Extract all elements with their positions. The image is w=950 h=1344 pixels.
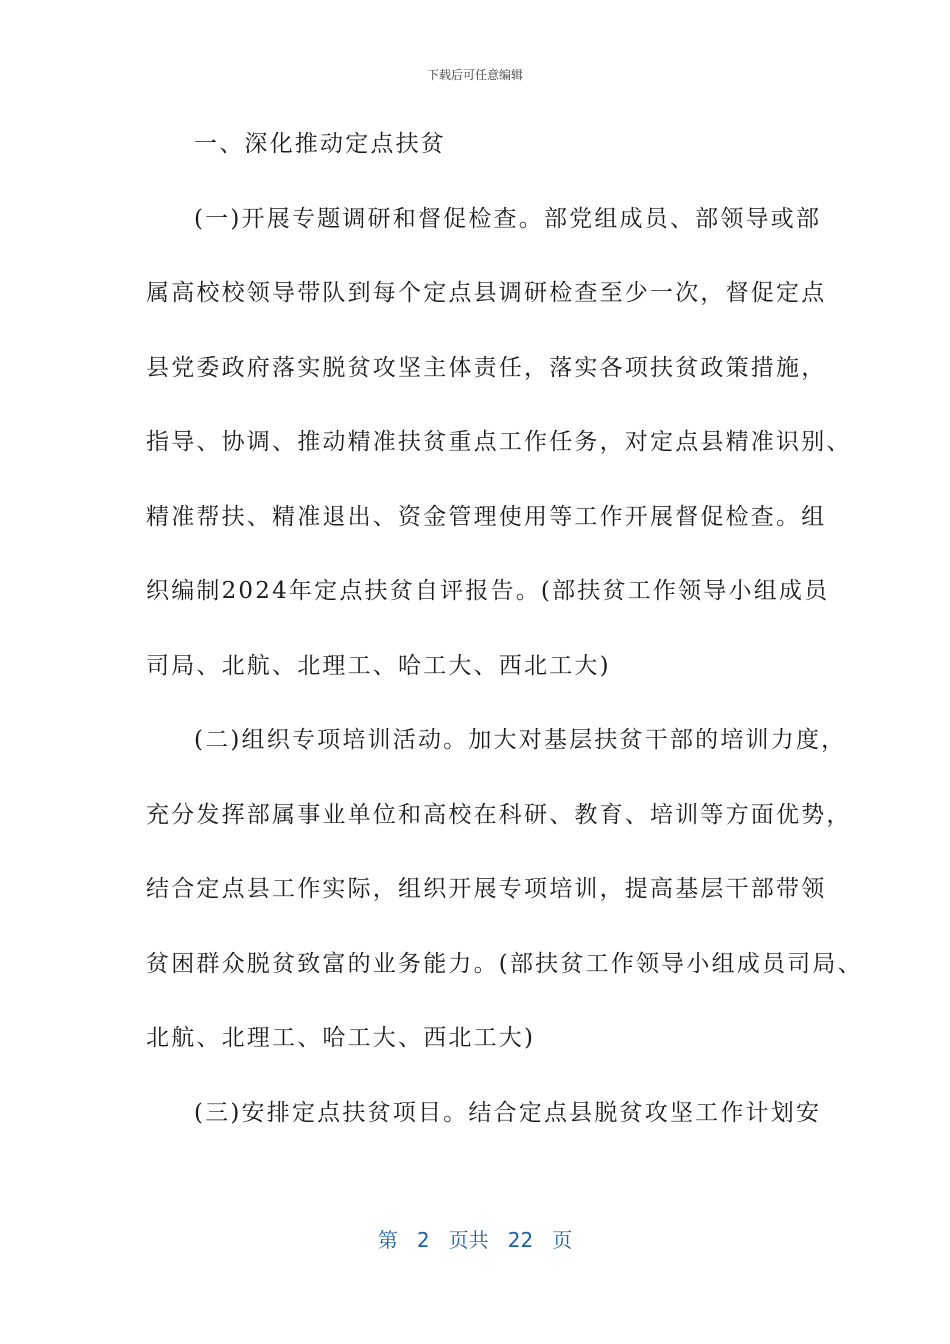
page-middle: 页共 xyxy=(448,1228,489,1252)
paragraph-1-line-3: 县党委政府落实脱贫攻坚主体责任，落实各项扶贫政策措施， xyxy=(146,354,827,381)
paragraph-2-line-5: 北航、北理工、哈工大、西北工大) xyxy=(146,1025,536,1051)
section-heading: 一、深化推动定点扶贫 xyxy=(194,131,446,157)
paragraph-1-line-6: 织编制2024年定点扶贫自评报告。(部扶贫工作领导小组成员 xyxy=(146,578,830,604)
page-prefix: 第 xyxy=(377,1228,398,1252)
page-total: 22 xyxy=(507,1228,534,1252)
page-number-footer xyxy=(0,1224,950,1253)
paragraph-2-line-2: 充分发挥部属事业单位和高校在科研、教育、培训等方面优势， xyxy=(146,801,852,828)
paragraph-1-line-2: 属高校校领导带队到每个定点县调研检查至少一次，督促定点 xyxy=(146,280,827,306)
paragraph-2-line-4: 贫困群众脱贫致富的业务能力。(部扶贫工作领导小组成员司局、 xyxy=(146,950,863,977)
document-body xyxy=(146,114,863,1157)
paragraph-1-line-7: 司局、北航、北理工、哈工大、西北工大) xyxy=(146,652,611,679)
header-note: 下载后可任意编辑 xyxy=(426,68,523,82)
paragraph-2-line-1: (二)组织专项培训活动。加大对基层扶贫干部的培训力度， xyxy=(194,727,847,753)
paragraph-1-line-1: (一)开展专题调研和督促检查。部党组成员、部领导或部 xyxy=(194,205,822,232)
paragraph-2-line-3: 结合定点县工作实际，组织开展专项培训，提高基层干部带领 xyxy=(146,876,827,902)
paragraph-3-line-1: (三)安排定点扶贫项目。结合定点县脱贫攻坚工作计划安 xyxy=(194,1099,822,1126)
paragraph-1-line-5: 精准帮扶、精准退出、资金管理使用等工作开展督促检查。组 xyxy=(146,503,827,530)
page-current: 2 xyxy=(416,1228,430,1252)
page-suffix: 页 xyxy=(552,1228,573,1252)
paragraph-1-line-4: 指导、协调、推动精准扶贫重点工作任务，对定点县精准识别、 xyxy=(146,429,852,455)
